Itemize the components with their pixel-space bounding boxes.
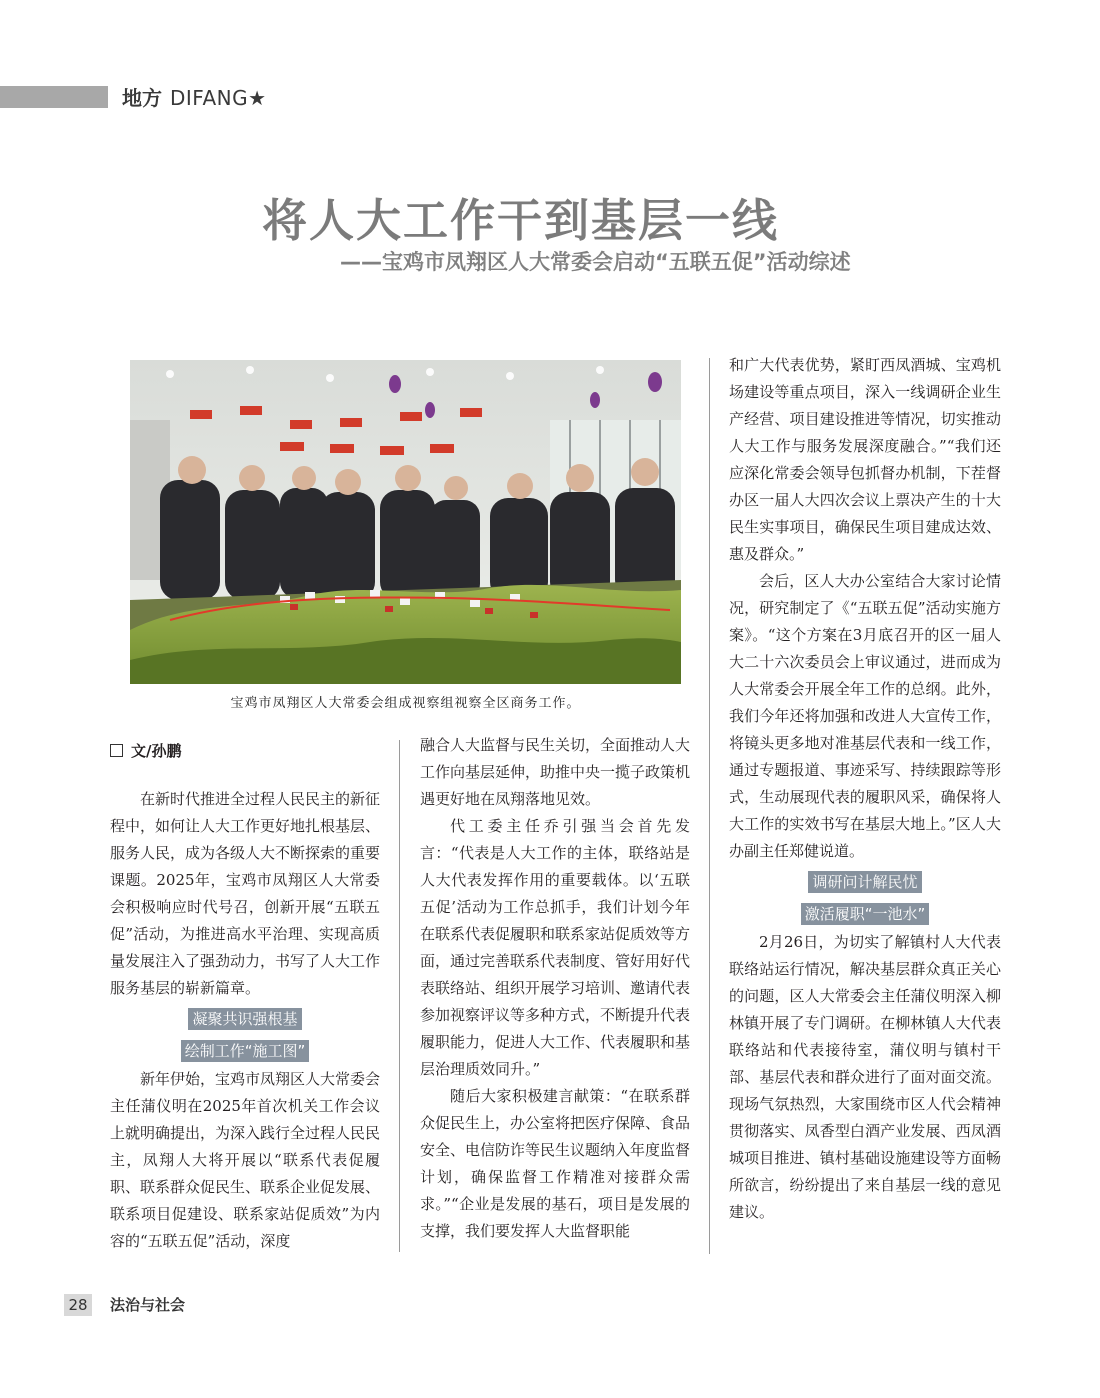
column-divider	[399, 740, 400, 1252]
section-name-en: DIFANG★	[170, 86, 267, 110]
author-line	[110, 740, 181, 761]
column-3	[729, 352, 1001, 1226]
page-number: 28	[64, 1294, 92, 1316]
paragraph: 代工委主任乔引强当会首先发言：“代表是人大工作的主体，联络站是人大代表发挥作用的重要载体。以‘五联五促’活动为工作总抓手，我们计划今年在联系代表促履职和联系家站促质效等方面，通过完善联系代表制度、管好用好代表联络站、组织开展学习培训、邀请代表参加视察评议等多种方式，不断提升代表履职能力，促进人大工作、代表履职和基层治理质效同升。”	[420, 817, 691, 1078]
magazine-name: 法治与社会	[110, 1296, 186, 1314]
column-2	[420, 732, 690, 1245]
paragraph: 和广大代表优势，紧盯西凤酒城、宝鸡机场建设等重点项目，深入一线调研企业生产经营、项目建设推进等情况，切实推动人大工作与服务发展深度融合。”“我们还应深化常委会领导包抓督办机制，下茬督办区一届人大四次会议上票决产生的十大民生实事项目，确保民生项目建成达效、惠及群众。”	[729, 356, 1001, 563]
column-1	[110, 786, 380, 1255]
paragraph: 2月26日，为切实了解镇村人大代表联络站运行情况，解决基层群众真正关心的问题，区人大常委会主任蒲仪明深入柳林镇开展了专门调研。在柳林镇人大代表联络站和代表接待室，蒲仪明与镇村干部、基层代表和群众进行了面对面交流。现场气氛热烈，大家围绕市区人代会精神贯彻落实、凤香型白酒产业发展、西凤酒城项目推进、镇村基础设施建设等方面畅所欲言，纷纷提出了来自基层一线的意见建议。	[729, 933, 1001, 1221]
paragraph: 会后，区人大办公室结合大家讨论情况，研究制定了《“五联五促”活动实施方案》。“这个方案在3月底召开的区一届人大二十六次委员会上审议通过，进而成为人大常委会开展全年工作的总纲。此外，我们今年还将加强和改进人大宣传工作，将镜头更多地对准基层代表和一线工作，通过专题报道、事迹采写、持续跟踪等形式，生动展现代表的履职风采，确保将人大工作的实效书写在基层大地上。”区人大办副主任郑健说道。	[729, 572, 1001, 860]
photo-illustration	[130, 360, 681, 684]
heading-line-1: 凝聚共识强根基	[188, 1008, 301, 1030]
section-heading	[729, 899, 1001, 929]
section-heading	[110, 1036, 380, 1066]
square-icon	[110, 744, 123, 757]
heading-line-2: 激活履职“一池水”	[801, 903, 930, 925]
paragraph: 新年伊始，宝鸡市凤翔区人大常委会主任蒲仪明在2025年首次机关工作会议上就明确提出，为深入践行全过程人民民主，凤翔人大将开展以“联系代表促履职、联系群众促民生、联系企业促发展、联系项目促建设、联系家站促质效”为内容的“五联五促”活动，深度	[110, 1070, 381, 1250]
heading-line-1: 调研问计解民忧	[808, 871, 921, 893]
section-heading	[729, 867, 1001, 897]
section-bar	[0, 86, 108, 108]
article-photo	[130, 360, 681, 684]
heading-line-2: 绘制工作“施工图”	[181, 1040, 310, 1062]
paragraph: 在新时代推进全过程人民民主的新征程中，如何让人大工作更好地扎根基层、服务人民，成为各级人大不断探索的重要课题。2025年，宝鸡市凤翔区人大常委会积极响应时代号召，创新开展“五联五促”活动，为推进高水平治理、实现高质量发展注入了强劲动力，书写了人大工作服务基层的崭新篇章。	[110, 790, 381, 997]
paragraph: 随后大家积极建言献策：“在联系群众促民生上，办公室将把医疗保障、食品安全、电信防诈等民生议题纳入年度监督计划，确保监督工作精准对接群众需求。”“企业是发展的基石，项目是发展的支撑，我们要发挥人大监督职能	[420, 1087, 691, 1240]
author-name: 文/孙鹏	[131, 742, 182, 760]
photo-caption: 宝鸡市凤翔区人大常委会组成视察组视察全区商务工作。	[230, 696, 581, 711]
paragraph: 融合人大监督与民生关切，全面推动人大工作向基层延伸，助推中央一揽子政策机遇更好地在凤翔落地见效。	[420, 736, 691, 808]
section-heading	[110, 1004, 380, 1034]
article-subtitle: ——宝鸡市凤翔区人大常委会启动“五联五促”活动综述	[340, 250, 851, 274]
section-name-zh: 地方	[122, 86, 162, 110]
column-divider	[709, 358, 710, 1254]
section-label	[122, 86, 267, 110]
article-title: 将人大工作干到基层一线	[262, 194, 780, 247]
